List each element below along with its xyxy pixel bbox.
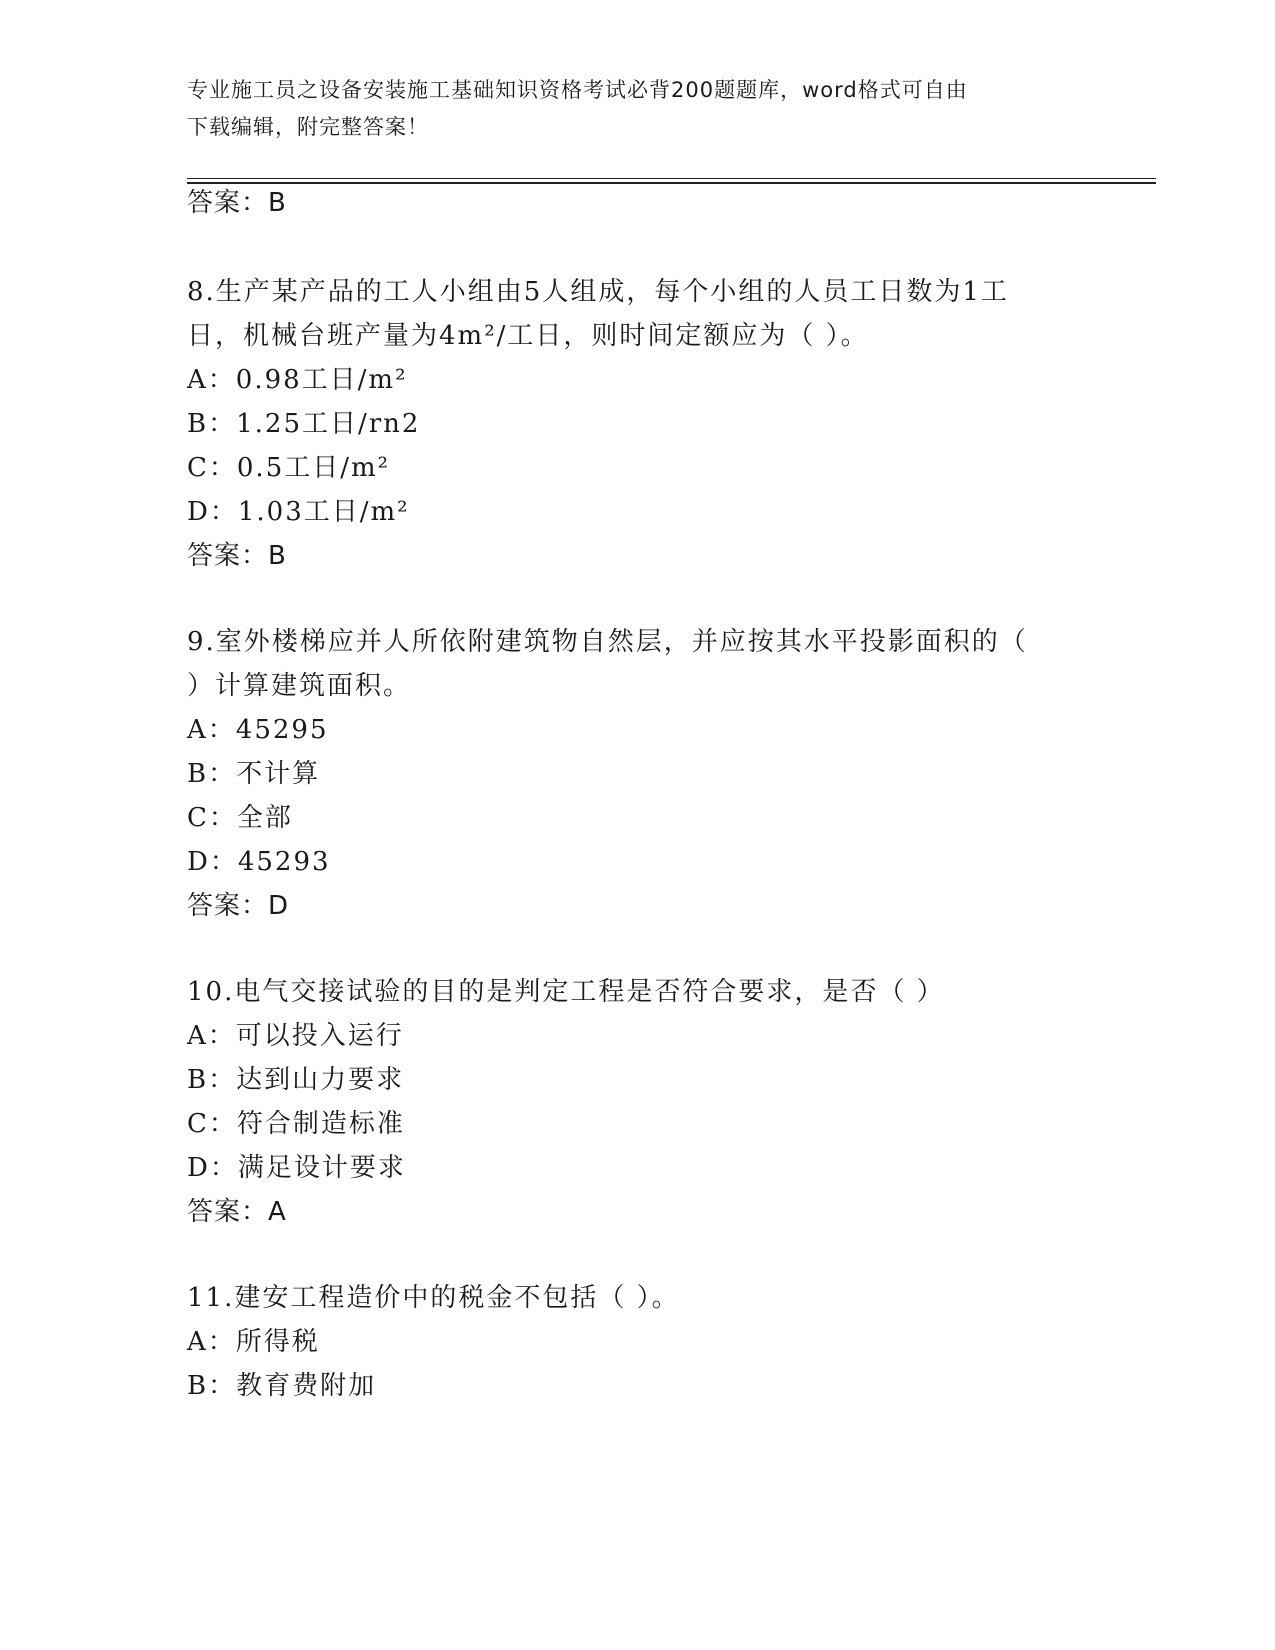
question-9-option-b: B：不计算 <box>187 759 321 789</box>
question-9-stem-line-2: ）计算建筑面积。 <box>187 671 412 701</box>
question-9-option-d: D：45293 <box>187 847 331 877</box>
document-header <box>187 72 1067 146</box>
question-8-option-c: C：0.5工日/m² <box>187 453 391 483</box>
question-10-option-b: B：达到山力要求 <box>187 1065 405 1095</box>
question-8-option-d: D：1.03工日/m² <box>187 497 410 527</box>
question-8-stem-line-2: 日，机械台班产量为4m²/工日，则时间定额应为（ ）。 <box>187 321 869 351</box>
header-divider-thick <box>187 182 1156 184</box>
question-11-stem-line-1: 11.建安工程造价中的税金不包括（ ）。 <box>187 1283 680 1313</box>
question-8-option-a: A：0.98工日/m² <box>187 365 408 395</box>
question-9-option-c: C：全部 <box>187 803 293 833</box>
question-10-option-a: A：可以投入运行 <box>187 1021 404 1051</box>
question-10-option-d: D：满足设计要求 <box>187 1153 406 1183</box>
question-10-stem-line-1: 10.电气交接试验的目的是判定工程是否符合要求，是否（ ） <box>187 977 945 1007</box>
question-10-answer: 答案：A <box>187 1197 287 1227</box>
header-line-1: 专业施工员之设备安装施工基础知识资格考试必背200题题库，word格式可自由 <box>187 78 968 102</box>
answer-previous: 答案：B <box>187 188 287 218</box>
question-10-option-c: C：符合制造标准 <box>187 1109 405 1139</box>
question-11-option-a: A：所得税 <box>187 1327 320 1357</box>
question-9-stem-line-1: 9.室外楼梯应并人所依附建筑物自然层，并应按其水平投影面积的（ <box>187 627 1028 657</box>
question-9-answer: 答案：D <box>187 891 290 921</box>
question-8-option-b: B：1.25工日/rn2 <box>187 409 421 439</box>
question-8-stem-line-1: 8.生产某产品的工人小组由5人组成，每个小组的人员工日数为1工 <box>187 277 1009 307</box>
question-11-option-b: B：教育费附加 <box>187 1371 377 1401</box>
question-8-answer: 答案：B <box>187 541 287 571</box>
header-divider-thin <box>187 178 1156 179</box>
question-9-option-a: A：45295 <box>187 715 329 745</box>
header-line-2: 下载编辑，附完整答案！ <box>187 115 429 139</box>
